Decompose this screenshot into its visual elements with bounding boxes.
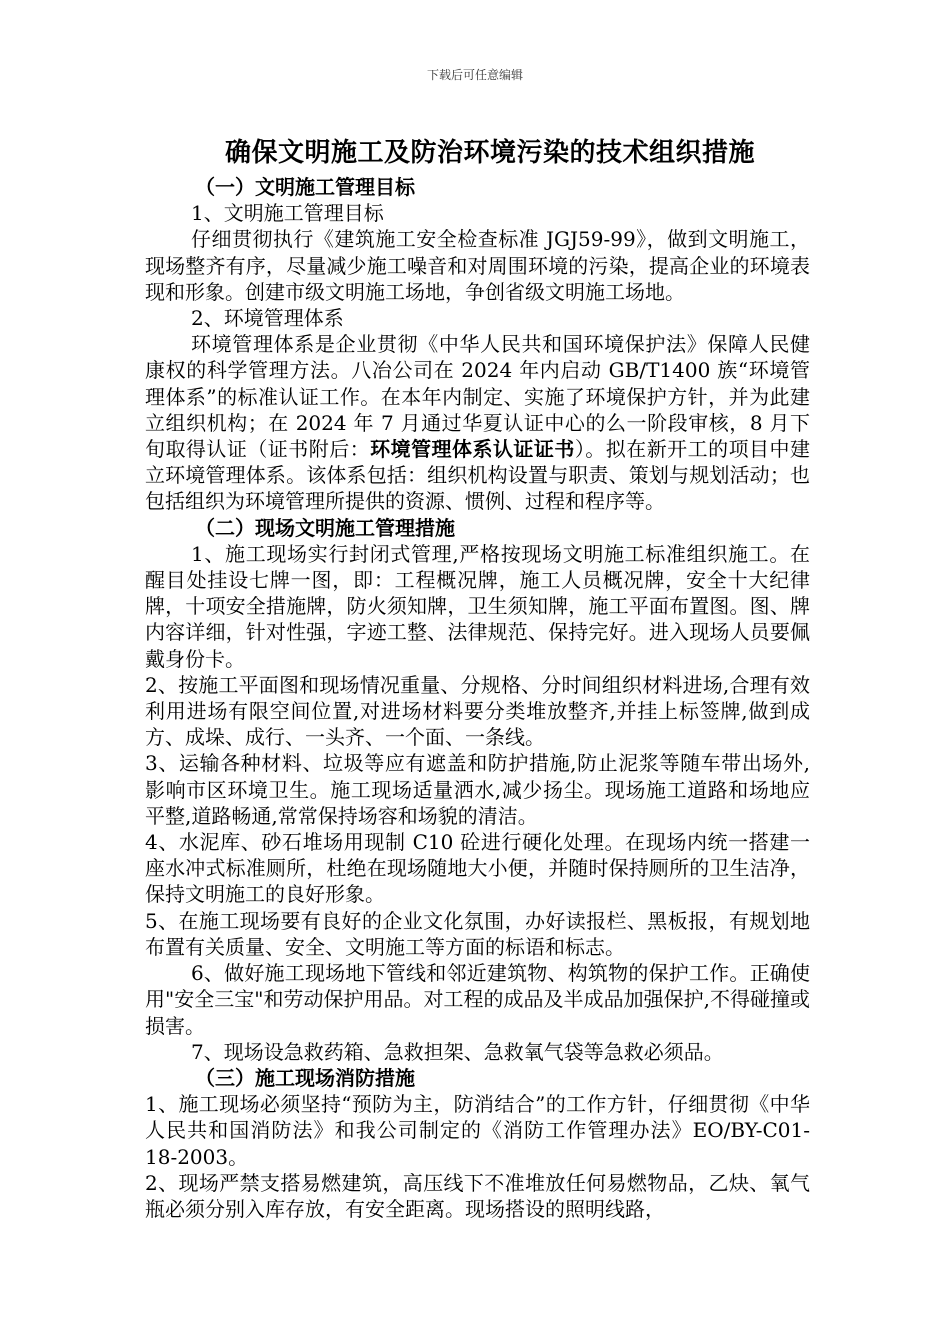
document-title: 确保文明施工及防治环境污染的技术组织措施 <box>224 138 755 168</box>
paragraph-2-6: 6、做好施工现场地下管线和邻近建筑物、构筑物的保护工作。正确使用"安全三宝"和劳动保护用品。对工程的成品及半成品加强保护,不得碰撞或损害。 <box>145 961 810 1038</box>
paragraph-2-7: 7、现场设急救药箱、急救担架、急救氧气袋等急救必须品。 <box>191 1039 724 1064</box>
paragraph-3-2: 2、现场严禁支搭易燃建筑，高压线下不准堆放任何易燃物品，乙炔、氧气瓶必须分别入库存放，有安全距离。现场搭设的照明线路， <box>145 1170 810 1221</box>
paragraph-2-4: 4、水泥库、砂石堆场用现制 C10 砼进行硬化处理。在现场内统一搭建一座水冲式标准厕所，杜绝在现场随地大小便，并随时保持厕所的卫生洁净，保持文明施工的良好形象。 <box>145 830 810 907</box>
page-header: 下载后可任意编辑 <box>426 68 523 82</box>
paragraph-2-3: 3、运输各种材料、垃圾等应有遮盖和防护措施,防止泥浆等随车带出场外,影响市区环境卫生。施工现场适量洒水,减少扬尘。现场施工道路和场地应平整,道路畅通,常常保持场容和场貌的清洁。 <box>145 751 810 828</box>
section-heading-3: （三）施工现场消防措施 <box>195 1065 415 1090</box>
paragraph-1-1: 仔细贯彻执行《建筑施工安全检查标准 JGJ59-99》，做到文明施工，现场整齐有序，尽量减少施工噪音和对周围环境的污染，提高企业的环境表现和形象。创建市级文明施工场地，争创省级文明施工场地。 <box>145 227 810 304</box>
paragraph-1-2-part-a: 环境管理体系是企业贯彻《中华人民共和国环境保护法》保障人民健康权的科学管理方法。八冶公司在 2024 年内启动 GB/T1400 族“环境管理体系”的标准认证工作。在本年内制定、实施了环境保护方针，并为此建立组织机构；在 2024 年 7 月通过华夏认证中心的么一阶段审核，8 月下旬取得认证（证书附后： <box>145 332 810 462</box>
document-body <box>145 174 810 1222</box>
paragraph-2-2: 2、按施工平面图和现场情况重量、分规格、分时间组织材料进场,合理有效利用进场有限空间位置,对进场材料要分类堆放整齐,并挂上标签牌,做到成方、成垛、成行、一头齐、一个面、一条线。 <box>145 672 810 750</box>
certificate-name: 环境管理体系认证证书 <box>370 437 575 462</box>
paragraph-2-5: 5、在施工现场要有良好的企业文化氛围，办好读报栏、黑板报，有规划地布置有关质量、安全、文明施工等方面的标语和标志。 <box>145 908 810 959</box>
section-heading-2: （二）现场文明施工管理措施 <box>195 515 455 540</box>
paragraph-1-2 <box>145 331 810 514</box>
subheading-1-1: 1、文明施工管理目标 <box>191 201 384 226</box>
subheading-1-2: 2、环境管理体系 <box>191 306 344 331</box>
paragraph-1-2-part-b: ）。拟在新开工的项目中建立环境管理体系。该体系包括：组织机构设置与职责、策划与规划活动；也包括组织为环境管理所提供的资源、惯例、过程和程序等。 <box>145 437 810 514</box>
paragraph-3-1: 1、施工现场必须坚持“预防为主，防消结合”的工作方针，仔细贯彻《中华人民共和国消防法》和我公司制定的《消防工作管理办法》EO/BY-C01-18-2003。 <box>145 1092 810 1169</box>
paragraph-2-1: 1、施工现场实行封闭式管理,严格按现场文明施工标准组织施工。在醒目处挂设七牌一图，即：工程概况牌，施工人员概况牌，安全十大纪律牌，十项安全措施牌，防火须知牌，卫生须知牌，施工平面布置图。图、牌内容详细，针对性强，字迹工整、法律规范、保持完好。进入现场人员要佩戴身份卡。 <box>145 541 810 671</box>
section-heading-1: （一）文明施工管理目标 <box>195 175 415 199</box>
